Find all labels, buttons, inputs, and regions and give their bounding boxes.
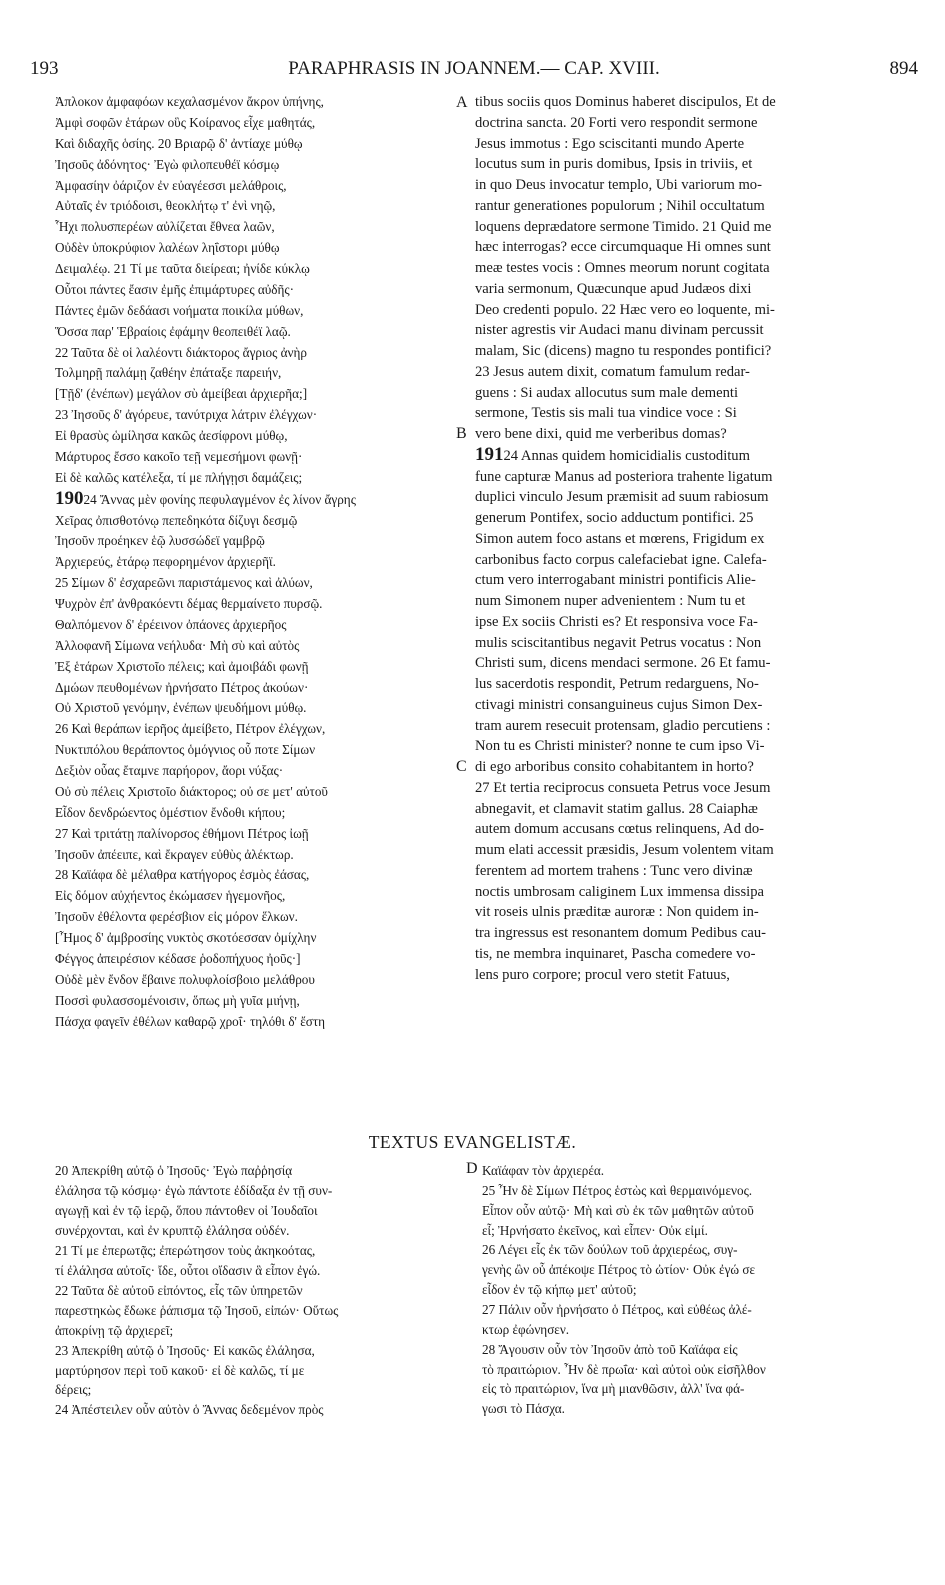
text-line: Ἀλλοφανῆ Σίμωνα νεήλυδα· Μὴ σὺ καὶ αὐτὸς bbox=[55, 637, 300, 653]
text-line: τί ἐλάλησα αὐτοῖς· ἴδε, οὗτοι οἴδασιν ἃ εἶπον ἐγώ. bbox=[55, 1262, 321, 1278]
text-line: Οὗτοι πάντες ἔασιν ἐμῆς ἐπιμάρτυρες αὐδῆς· bbox=[55, 281, 294, 297]
text-line: ferentem ad mortem trahens : Tunc vero divinæ bbox=[475, 862, 753, 879]
text-line: Non tu es Christi minister? nonne te cum ipso Vi- bbox=[475, 738, 765, 755]
line-text: 24 Annas quidem homicidialis custoditum bbox=[503, 447, 750, 464]
text-line: Εἶπον οὖν αὐτῷ· Μὴ καὶ σὺ ἐκ τῶν μαθητῶν αὐτοῦ bbox=[482, 1202, 754, 1218]
text-line: Χεῖρας ὀπισθοτόνῳ πεπεδηκότα δίζυγι δεσμῷ bbox=[55, 512, 298, 528]
latin-paraphrase-column bbox=[475, 92, 915, 985]
text-line: Simon autem foco astans et mœrens, Frigidum ex bbox=[475, 530, 765, 547]
text-line: Ἀμφασίην ὀάριζον ἐν εὐαγέεσσι μελάθροις, bbox=[55, 177, 287, 193]
column-marker-b: B bbox=[456, 425, 467, 442]
text-line: locutus sum in puris domibus, Ipsis in triviis, et bbox=[475, 156, 753, 173]
text-line: nister agrestis vir Audaci manu divinam percussit bbox=[475, 322, 764, 339]
text-line: sermone, Testis sis mali tua vindice voce : Si bbox=[475, 405, 737, 422]
text-line: 26 Καὶ θεράπων ἱερῆος ἀμείβετο, Πέτρον ἐλέγχων, bbox=[55, 721, 326, 737]
text-line: num Simonem nuper advenientem : Num tu et bbox=[475, 593, 746, 609]
text-line: εἰς τὸ πραιτώριον, ἵνα μὴ μιανθῶσιν, ἀλλ' ἵνα φά- bbox=[482, 1381, 745, 1397]
text-line: hæc interrogas? ecce circumquaque Hi omnes sunt bbox=[475, 239, 771, 256]
left-page-number: 193 bbox=[30, 58, 59, 79]
text-line: malam, Sic (dicens) magno tu respondes pontifici? bbox=[475, 343, 772, 359]
text-line: εἶ; Ἠρνήσατο ἐκεῖνος, καὶ εἶπεν· Οὐκ εἰμί. bbox=[482, 1222, 708, 1238]
text-line: 25 Σίμων δ' ἐσχαρεῶνι παριστάμενος καὶ ἀλύων, bbox=[55, 575, 313, 591]
greek-verse-column bbox=[55, 92, 455, 1032]
text-line: 27 Et tertia reciprocus consueta Petrus voce Jesum bbox=[475, 779, 771, 796]
text-line: vero bene dixi, quid me verberibus domas? bbox=[475, 426, 727, 442]
text-line: ipse Ex sociis Christi es? Et responsiva voce Fa- bbox=[475, 613, 758, 630]
text-line: εἶδον ἐν τῷ κήπῳ μετ' αὐτοῦ; bbox=[482, 1282, 637, 1298]
text-line: Οὐδὲ μὲν ἔνδον ἔβαινε πολυφλοίσβοιο μελάθρου bbox=[55, 971, 315, 987]
column-marker-c: C bbox=[456, 758, 467, 775]
text-line: Deo credenti populo. 22 Hæc vero eo loquente, mi- bbox=[475, 301, 775, 318]
text-line: doctrina sancta. 20 Forti vero respondit sermone bbox=[475, 114, 758, 131]
running-title: PARAPHRASIS IN JOANNEM.— CAP. XVIII. bbox=[288, 58, 660, 79]
text-line: αγωγῇ καὶ ἐν τῷ ἱερῷ, ὅπου πάντοθεν οἱ Ἰουδαῖοι bbox=[55, 1202, 318, 1218]
text-line: παρεστηκὼς ἔδωκε ῥάπισμα τῷ Ἰησοῦ, εἰπών· Οὕτως bbox=[55, 1302, 339, 1318]
section-heading: TEXTUS EVANGELISTÆ. bbox=[368, 1132, 577, 1152]
text-line: Ἰησοῦν ἐθέλοντα φερέσβιον εἰς μόρον ἕλκων. bbox=[55, 909, 298, 925]
text-line: carbonibus facto corpus calefaciebat igne. Calefa- bbox=[475, 551, 767, 568]
gospel-text-left-column bbox=[55, 1161, 465, 1420]
text-line: Οὐδὲν ὑποκρύφιον λαλέων ληΐστορι μύθῳ bbox=[55, 240, 280, 256]
text-line bbox=[55, 489, 455, 511]
text-line: 25 Ἦν δὲ Σίμων Πέτρος ἑστὼς καὶ θερμαινόμενος. bbox=[482, 1182, 753, 1198]
column-number: 191 bbox=[475, 444, 504, 465]
text-line: Καὶ διδαχῆς ὁσίης. 20 Βριαρῷ δ' ἀντίαχε μύθῳ bbox=[55, 135, 303, 151]
text-line: duplici vinculo Jesum præmisit ad suum rabiosum bbox=[475, 489, 769, 506]
text-line: rantur generationes populorum ; Nihil occultatum bbox=[475, 197, 765, 214]
text-line: 21 Τί με ἐπερωτᾷς; ἐπερώτησον τοὺς ἀκηκοότας, bbox=[55, 1242, 316, 1258]
text-line: Μάρτυρος ἔσσο κακοῖο τεῇ νεμεσήμονι φωνῇ· bbox=[55, 448, 303, 464]
text-line: Φέγγος ἀπειρέσιον κέδασε ῥοδοπήχυος ἠοῦς·] bbox=[55, 950, 301, 966]
text-line: 23 Ἰησοῦς δ' ἀγόρευε, τανύτριχα λάτριν ἐλέγχων· bbox=[55, 407, 318, 423]
text-line: μαρτύρησον περὶ τοῦ κακοῦ· εἰ δὲ καλῶς, τί με bbox=[55, 1362, 305, 1378]
text-line: γενὴς ὢν οὗ ἀπέκοψε Πέτρος τὸ ὠτίον· Οὐκ ἐγώ σε bbox=[482, 1262, 756, 1278]
text-line: lus sacerdotis respondit, Petrum redarguens, No- bbox=[475, 676, 759, 692]
text-line: ctum vero interrogabant ministri pontificis Alie- bbox=[475, 572, 756, 589]
column-number: 190 bbox=[55, 488, 84, 509]
text-line: tra ingressus est resonantem domum Pedibus cau- bbox=[475, 925, 767, 941]
text-line: vit roseis ulnis præditæ auroræ : Non quidem in- bbox=[475, 904, 759, 921]
text-line: τὸ πραιτώριον. Ἦν δὲ πρωΐα· καὶ αὐτοὶ οὐκ εἰσῆλθον bbox=[482, 1361, 766, 1377]
gospel-text-right-column bbox=[482, 1161, 917, 1419]
text-line: 20 Ἀπεκρίθη αὐτῷ ὁ Ἰησοῦς· Ἐγὼ παῤῥησίᾳ bbox=[55, 1163, 293, 1178]
text-line: lens puro corpore; procul vero stetit Fatuus, bbox=[475, 966, 730, 983]
text-line: Εἰς δόμον αὐχήεντος ἐκώμασεν ἡγεμονῆος, bbox=[55, 888, 286, 904]
text-line: 28 Καϊάφα δὲ μέλαθρα κατήγορος ἐσμὸς ἐάσας, bbox=[55, 867, 310, 883]
line-text: 24 Ἄννας μὲν φονίης πεφυλαγμένον ἐς λίνον ἄγρης bbox=[83, 491, 356, 507]
text-line: κτωρ ἐφώνησεν. bbox=[482, 1321, 570, 1337]
column-marker-a: A bbox=[456, 94, 468, 111]
text-line: varia sermonum, Quæcunque apud Judæos dixi bbox=[475, 280, 752, 297]
text-line: ἐλάλησα τῷ κόσμῳ· ἐγὼ πάντοτε ἐδίδαξα ἐν τῇ συν- bbox=[55, 1182, 333, 1198]
text-line: tibus sociis quos Dominus haberet discipulos, Et de bbox=[475, 94, 776, 110]
text-line: 23 Jesus autem dixit, comatum famulum redar- bbox=[475, 363, 750, 380]
text-line: Ὅσσα παρ' Ἑβραίοις ἐφάμην θεοπειθέϊ λαῷ. bbox=[55, 323, 291, 339]
text-line: Δειμαλέῳ. 21 Τί με ταῦτα διείρεαι; ἠνίδε κύκλῳ bbox=[55, 261, 310, 276]
text-line: Οὐ Χριστοῦ γενόμην, ἐνέπων ψευδήμονι μύθῳ. bbox=[55, 700, 307, 716]
column-marker-d: D bbox=[466, 1160, 478, 1177]
text-line: autem domum accusans cœtus relinquens, Ad do- bbox=[475, 821, 764, 838]
text-line: Ἐξ ἑτάρων Χριστοῖο πέλεις; καὶ ἀμοιβάδι φωνῇ bbox=[55, 658, 309, 674]
text-line: Jesus immotus : Ego sciscitanti mundo Aperte bbox=[475, 135, 745, 152]
text-line: Εἰ θρασὺς ὡμίλησα κακῶς ἀεσίφρονι μύθῳ, bbox=[55, 428, 288, 443]
text-line: fune capturæ Manus ad posteriora trahente ligatum bbox=[475, 468, 773, 485]
text-line: γωσι τὸ Πάσχα. bbox=[482, 1401, 565, 1417]
text-line: Ἰησοῦν προέηκεν ἑῷ λυσσώδεϊ γαμβρῷ bbox=[55, 533, 265, 549]
text-line: [Ἦμος δ' ἀμβροσίης νυκτὸς σκοτόεσσαν ὀμίχλην bbox=[55, 930, 317, 945]
text-line: tis, ne membra inquinaret, Pascha comedere vo- bbox=[475, 945, 756, 962]
text-line: meæ testes vocis : Omnes meorum norunt cogitata bbox=[475, 260, 770, 276]
text-line: Ποσσὶ φυλασσομένοισιν, ὅπως μὴ γυῖα μιήνῃ, bbox=[55, 992, 300, 1008]
text-line: Θαλπόμενον δ' ἐρέεινον ὀπάονες ἀρχιερῆος bbox=[55, 616, 287, 632]
text-line: Τολμηρῇ παλάμῃ ζαθέην ἐπάταξε παρειήν, bbox=[55, 365, 282, 381]
text-line: 26 Λέγει εἷς ἐκ τῶν δούλων τοῦ ἀρχιερέως, συγ- bbox=[482, 1242, 738, 1258]
text-line: ἀποκρίνῃ τῷ ἀρχιερεῖ; bbox=[55, 1322, 174, 1338]
text-line: Νυκτιπόλου θεράποντος ὁμόγνιος οὗ ποτε Σίμων bbox=[55, 742, 316, 758]
text-line: Πάντες ἐμῶν δεδάασι νοήματα ποικίλα μύθων, bbox=[55, 302, 304, 318]
text-line: guens : Si audax allocutus sum male dementi bbox=[475, 384, 739, 401]
text-line: Ἀρχιερεύς, ἑτάρῳ πεφορημένον ἀρχιερῆϊ. bbox=[55, 554, 276, 570]
text-line: mulis sciscitantibus negavit Petrus vocatus : Non bbox=[475, 634, 762, 651]
text-line: Καϊάφαν τὸν ἀρχιερέα. bbox=[482, 1163, 605, 1178]
text-line: abnegavit, et clamavit statim gallus. 28 Caiaphæ bbox=[475, 800, 758, 817]
text-line: Εἶδον δενδρώεντος ὁμέστιον ἔνδοθι κήπου; bbox=[55, 804, 286, 820]
text-line: generum Pontifex, socio adductum pontifici. 25 bbox=[475, 510, 754, 526]
text-line: συνέρχονται, καὶ ἐν κρυπτῷ ἐλάλησα οὐδέν. bbox=[55, 1222, 290, 1238]
text-line: tram aurem resecuit protensam, gladio percutiens : bbox=[475, 717, 771, 734]
text-line: Ἀμφὶ σοφῶν ἑτάρων οὓς Κοίρανος εἶχε μαθητάς, bbox=[55, 114, 316, 130]
text-line: 27 Πάλιν οὖν ἠρνήσατο ὁ Πέτρος, καὶ εὐθέως ἀλέ- bbox=[482, 1302, 752, 1318]
text-line: Ἀπλοκον ἀμφαφόων κεχαλασμένον ἄκρον ὑπήνης, bbox=[55, 94, 324, 109]
text-line: Δεξιὸν οὖας ἔταμνε παρήορον, ἄορι νύξας· bbox=[55, 763, 284, 778]
text-line: noctis umbrosam caliginem Lux immensa dissipa bbox=[475, 883, 764, 900]
text-line: Ἰησοῦς ἀδόνητος· Ἐγὼ φιλοπευθέϊ κόσμῳ bbox=[55, 156, 280, 172]
text-line: Αὐταῖς ἐν τριόδοισι, θεοκλήτῳ τ' ἐνὶ νηῷ, bbox=[55, 198, 276, 214]
text-line: Christi sum, dicens mendaci sermone. 26 Et famu- bbox=[475, 655, 771, 672]
text-line: Ἰησοῦν ἀπέειπε, καὶ ἔκραγεν εὐθὺς ἀλέκτωρ. bbox=[55, 846, 294, 862]
text-line: Δμώων πευθομένων ἠρνήσατο Πέτρος ἀκούων· bbox=[55, 679, 309, 695]
text-line bbox=[475, 445, 915, 467]
text-line: mum elati accessit præsidis, Jesum volentem vitam bbox=[475, 842, 774, 858]
running-header bbox=[30, 58, 918, 82]
text-line: 24 Ἀπέστειλεν οὖν αὐτὸν ὁ Ἄννας δεδεμένον πρὸς bbox=[55, 1402, 324, 1418]
text-line: 27 Καὶ τριτάτῃ παλίνορσος ἐθήμονι Πέτρος ἰωῇ bbox=[55, 825, 309, 841]
text-line: 22 Ταῦτα δὲ αὐτοῦ εἰπόντος, εἷς τῶν ὑπηρετῶν bbox=[55, 1282, 303, 1298]
text-line: Εἰ δὲ καλῶς κατέλεξα, τί με πλήγῃσι δαμάζεις; bbox=[55, 469, 303, 485]
text-line: δέρεις; bbox=[55, 1382, 92, 1398]
right-page-number: 894 bbox=[889, 58, 918, 79]
text-line: Ψυχρὸν ἐπ' ἀνθρακόεντι δέμας θερμαίνετο πυρσῷ. bbox=[55, 596, 323, 611]
text-line: Οὐ σὺ πέλεις Χριστοῖο διάκτορος; οὐ σε μετ' αὐτοῦ bbox=[55, 783, 328, 799]
text-line: 22 Ταῦτα δὲ οἱ λαλέοντι διάκτορος ἄγριος ἀνὴρ bbox=[55, 344, 307, 360]
text-line: [Τῇδ' (ἐνέπων) μεγάλον σὺ ἀμείβεαι ἀρχιερῆα;] bbox=[55, 386, 308, 402]
text-line: Ἧχι πολυσπερέων αὐλίζεται ἔθνεα λαῶν, bbox=[55, 219, 275, 235]
text-line: Πάσχα φαγεῖν ἐθέλων καθαρῷ χροΐ· τηλόθι δ' ἔστη bbox=[55, 1013, 326, 1029]
text-line: in quo Deus invocatur templo, Ubi variorum mo- bbox=[475, 177, 762, 193]
text-line: 23 Ἀπεκρίθη αὐτῷ ὁ Ἰησοῦς· Εἰ κακῶς ἐλάλησα, bbox=[55, 1342, 315, 1358]
text-line: di ego arboribus consito cohabitantem in horto? bbox=[475, 759, 754, 775]
text-line: loquens deprædatore sermone Timido. 21 Quid me bbox=[475, 218, 772, 235]
text-line: ctivagi ministri consanguineus cujus Simon Dex- bbox=[475, 696, 763, 713]
text-line: 28 Ἄγουσιν οὖν τὸν Ἰησοῦν ἀπὸ τοῦ Καϊάφα εἰς bbox=[482, 1341, 738, 1357]
